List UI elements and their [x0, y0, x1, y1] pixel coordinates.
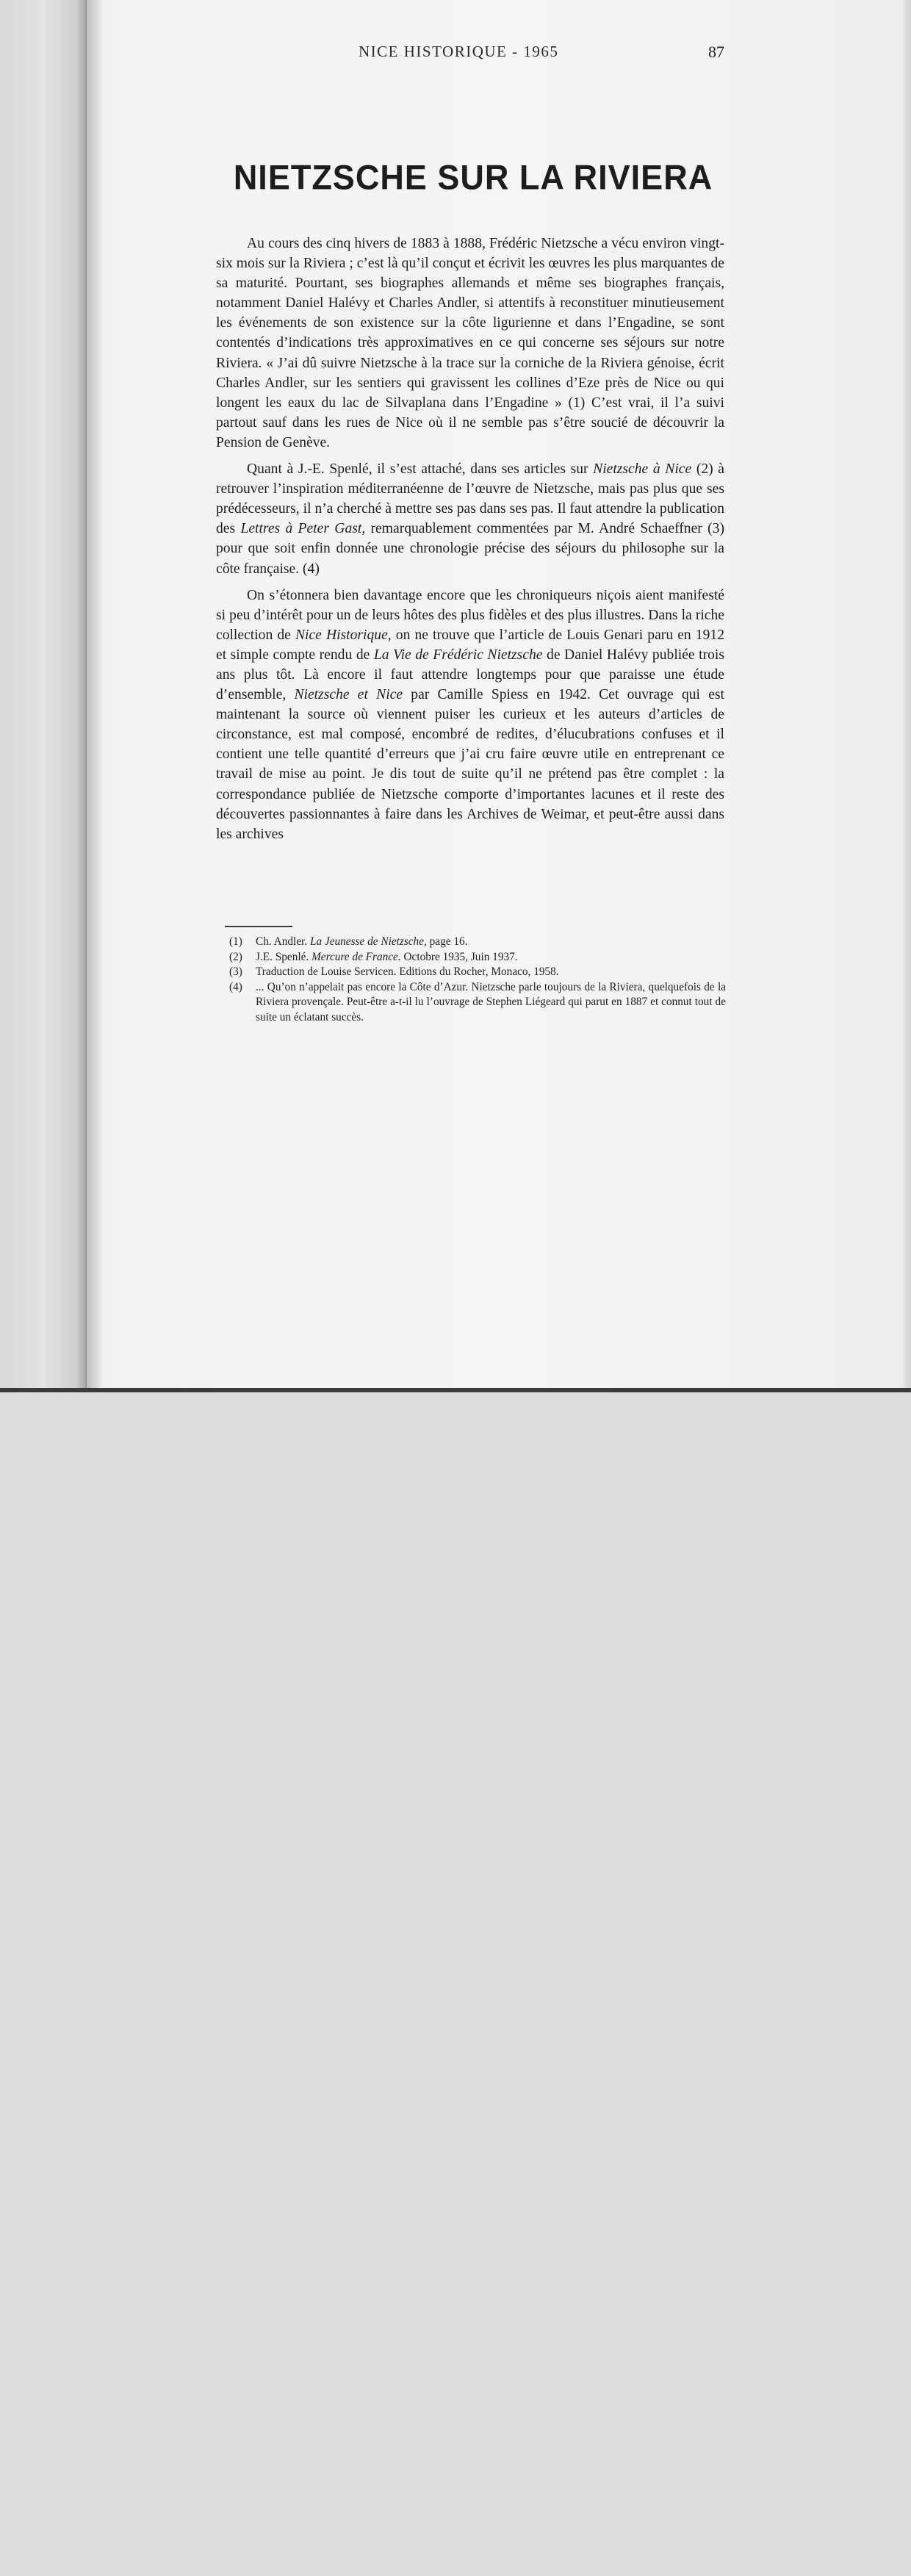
footnote-text [256, 950, 726, 965]
text-run: Au cours des cinq hivers de 1883 à 1888, Frédéric Nietzsche a vécu environ vingt-six mois sur la Riviera ; c’est là qu’il conçut et écrivit les œuvres les plus marquantes de sa maturité. Pourtant, ses biographes allemands et même ses biographes français, notamment Daniel Halévy et Charles Andler, si attentifs à reconstituer minutieusement les événements de son existence sur la côte ligurienne et dans l’Engadine, se sont contentés d’indications très approximatives en ce qui concerne ses séjours sur notre Riviera. « J’ai dû suivre Nietzsche à la trace sur la corniche de la Riviera génoise, écrit Charles Andler, sur les sentiers qui gravissent les collines d’Eze près de Nice ou qui longent les eaux du lac de Silvaplana dans l’Engadine » (1) C’est vrai, il l’a suivi partout sauf dans les rues de Nice où il ne semble pas s’être soucié de découvrir la Pension de Genève. [216, 236, 724, 450]
footnote [229, 935, 726, 950]
running-header: NICE HISTORIQUE - 1965 [359, 43, 559, 60]
italic-text: Nietzsche à Nice [593, 461, 692, 478]
under-page-surface [0, 1392, 911, 2576]
footnote [229, 965, 726, 980]
paragraph [216, 586, 724, 844]
text-run: On s’étonnera bien davantage encore que les chroniqueurs niçois aient manifesté si peu d’intérêt pour un de leurs hôtes des plus fidèles et des plus illustres. Dans la riche collection de [216, 587, 724, 643]
italic-text: La Jeunesse de Nietzsche, [309, 935, 427, 948]
text-run: remarquablement commentées par M. André Schaeffner (3) pour que soit enfin donnée une chronologie précise des séjours du philosophe sur la côte française. (4) [216, 521, 724, 577]
text-run: page 16. [426, 935, 468, 948]
book-spine-left-page [0, 0, 87, 1392]
page-number: 87 [708, 43, 724, 61]
footnote [229, 950, 726, 965]
text-run: Traduction de Louise Servicen. Editions du Rocher, Monaco, 1958. [256, 965, 559, 978]
article-title: NIETZSCHE SUR LA RIVIERA [233, 157, 713, 198]
italic-text: Nice Historique, [295, 627, 392, 643]
text-run: ... Qu’on n’appelait pas encore la Côte d’Azur. Nietzsche parle toujours de la Riviera, quelquefois de la Riviera provençale. Peut-être a-t-il lu l’ouvrage de Stephen Liégeard qui parut en 1887 et connut tout de suite un éclatant succès. [256, 980, 726, 1023]
footnote-text [256, 965, 726, 980]
footnote-text [256, 935, 726, 950]
footnote-marker: (4) [229, 980, 242, 993]
text-run: Ch. Andler. [256, 935, 310, 948]
text-run: on ne trouve que l’article de Louis Genari paru en 1912 et simple compte rendu de [216, 627, 724, 663]
footnote-marker: (1) [229, 935, 242, 948]
footnote-marker: (3) [229, 965, 242, 978]
italic-text: Nietzsche et Nice [294, 687, 403, 703]
text-run: Quant à J.-E. Spenlé, il s’est attaché, dans ses articles sur [247, 461, 594, 478]
page-right-edge [901, 0, 911, 1391]
footnote-separator [225, 926, 292, 927]
footnotes [229, 935, 726, 1025]
text-run: (2) à retrouver l’inspiration méditerranéenne de l’œuvre de Nietzsche, mais pas plus que ses prédécesseurs, il n’a cherché à mettre ses pas dans ses pas. Il faut attendre la publication des [216, 461, 724, 537]
text-run: de Daniel Halévy publiée trois ans plus tôt. Là encore il faut attendre longtemps pour que paraisse une étude d’ensemble, [216, 647, 724, 703]
italic-text: Lettres à Peter Gast, [240, 521, 366, 537]
paragraph [216, 234, 724, 453]
footnote-marker: (2) [229, 950, 242, 963]
footnote [229, 980, 726, 1026]
italic-text: La Vie de Frédéric Nietzsche [373, 647, 543, 663]
article-body [216, 234, 724, 851]
page-bottom-edge [0, 1388, 911, 1392]
text-run: Octobre 1935, Juin 1937. [400, 950, 518, 963]
footnote-text [256, 980, 726, 1026]
text-run: par Camille Spiess en 1942. Cet ouvrage qui est maintenant la source où viennent puiser les curieux et les auteurs d’articles de circonstance, est mal composé, encombré de redites, d’élucubrations confuses et il contient une telle quantité d’erreurs que j’ai cru faire œuvre utile en entreprenant ce travail de mise au point. Je dis tout de suite qu’il ne prétend pas être complet : la correspondance publiée de Nietzsche comporte d’importantes lacunes et il reste des découvertes passionnantes à faire dans les Archives de Weimar, et peut-être aussi dans les archives [216, 687, 724, 842]
paragraph [216, 459, 724, 579]
italic-text: Mercure de France. [312, 950, 401, 963]
gutter-shadow [87, 0, 103, 1392]
text-run: J.E. Spenlé. [256, 950, 312, 963]
